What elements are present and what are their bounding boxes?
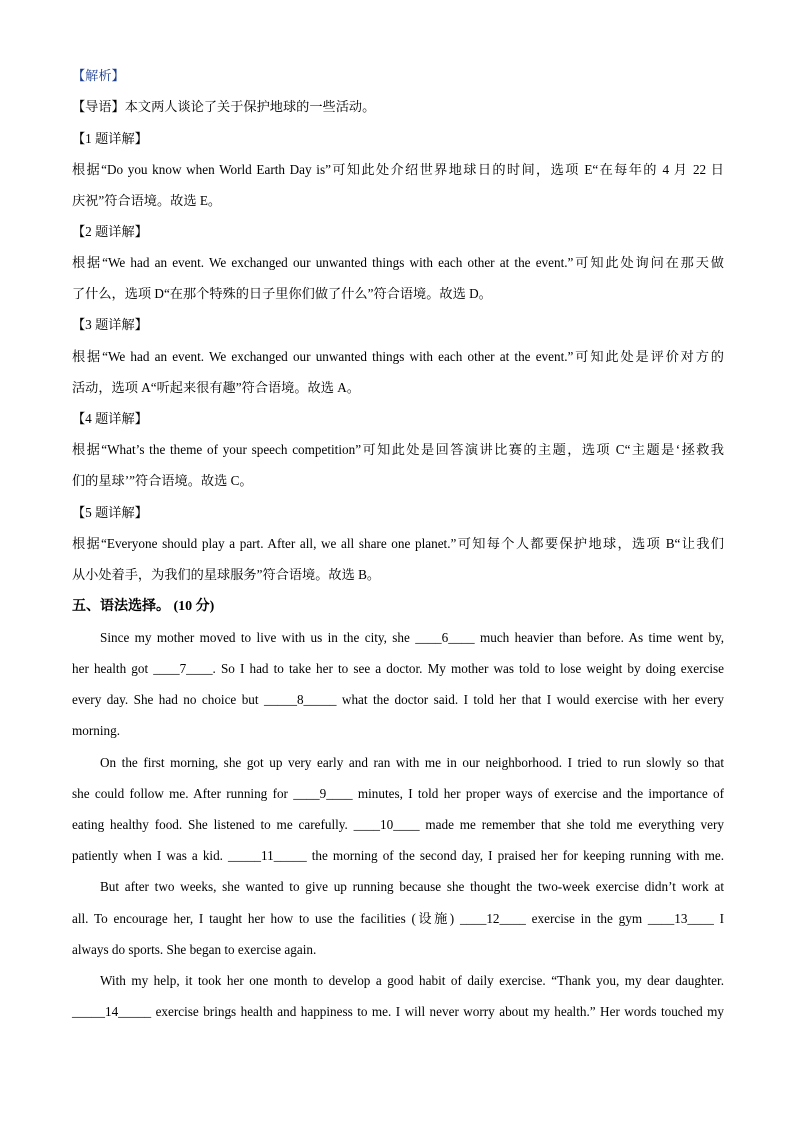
q4-explanation-line2: 们的星球’”符合语境。故选 C。 bbox=[72, 473, 253, 488]
q5-explanation-line2: 从小处着手，为我们的星球服务”符合语境。故选 B。 bbox=[72, 567, 381, 582]
passage-p4-line1: With my help, it took her one month to develop a good habit of daily exercise. “Thank you, my dear daughter. bbox=[100, 973, 724, 988]
passage-p3-line1: But after two weeks, she wanted to give up running because she thought the two-week exercise didn’t work at bbox=[100, 879, 724, 894]
q3-title: 【3 题详解】 bbox=[72, 317, 148, 332]
q2-title: 【2 题详解】 bbox=[72, 224, 148, 239]
passage-p3-line3: always do sports. She began to exercise again. bbox=[72, 942, 317, 957]
passage-p2-line1: On the first morning, she got up very early and ran with me in our neighborhood. I tried to run slowly so that bbox=[100, 755, 724, 770]
q1-explanation-line1: 根据“Do you know when World Earth Day is”可知此处介绍世界地球日的时间，选项 E“在每年的 4 月 22 日 bbox=[72, 162, 724, 177]
q4-explanation-line1: 根据“What’s the theme of your speech competition”可知此处是回答演讲比赛的主题，选项 C“主题是‘拯救我 bbox=[72, 442, 724, 457]
passage-p1-line1: Since my mother moved to live with us in the city, she ____6____ much heavier than before. As time went by, bbox=[100, 630, 724, 645]
q2-explanation-line1: 根据“We had an event. We exchanged our unwanted things with each other at the event.”可知此处询问在那天做 bbox=[72, 255, 724, 270]
guide-text: 【导语】本文两人谈论了关于保护地球的一些活动。 bbox=[72, 99, 376, 114]
q5-explanation-line1: 根据“Everyone should play a part. After all, we all share one planet.”可知每个人都要保护地球，选项 B“让我们 bbox=[72, 536, 724, 551]
q3-explanation-line1: 根据“We had an event. We exchanged our unwanted things with each other at the event.”可知此处是评价对方的 bbox=[72, 349, 724, 364]
q2-explanation-line2: 了什么，选项 D“在那个特殊的日子里你们做了什么”符合语境。故选 D。 bbox=[72, 286, 492, 301]
q1-explanation-line2: 庆祝”符合语境。故选 E。 bbox=[72, 193, 222, 208]
passage-p1-line3: every day. She had no choice but _____8_____ what the doctor said. I told her that I would exercise with her every bbox=[72, 692, 724, 707]
q3-explanation-line2: 活动，选项 A“听起来很有趣”符合语境。故选 A。 bbox=[72, 380, 360, 395]
passage-p2-line3: eating healthy food. She listened to me carefully. ____10____ made me remember that she told me everything very bbox=[72, 817, 724, 832]
passage-p1-line4: morning. bbox=[72, 723, 120, 738]
passage-p4-line2: _____14_____ exercise brings health and happiness to me. I will never worry about my health.” Her words touched my bbox=[72, 1004, 724, 1019]
q4-title: 【4 题详解】 bbox=[72, 411, 148, 426]
passage-p1-line2: her health got ____7____. So I had to take her to see a doctor. My mother was told to lose weight by doing exercise bbox=[72, 661, 724, 676]
passage-p3-line2: all. To encourage her, I taught her how to use the facilities (设施) ____12____ exercise in the gym ____13____ I bbox=[72, 911, 724, 926]
q5-title: 【5 题详解】 bbox=[72, 505, 148, 520]
q1-title: 【1 题详解】 bbox=[72, 131, 148, 146]
passage-p2-line4: patiently when I was a kid. _____11_____ the morning of the second day, I praised her for keeping running with me. bbox=[72, 848, 724, 863]
section-title: 五、语法选择。 (10 分) bbox=[72, 599, 215, 614]
analysis-header: 【解析】 bbox=[72, 68, 125, 83]
passage-p2-line2: she could follow me. After running for ____9____ minutes, I told her proper ways of exercise and the importance of bbox=[72, 786, 724, 801]
